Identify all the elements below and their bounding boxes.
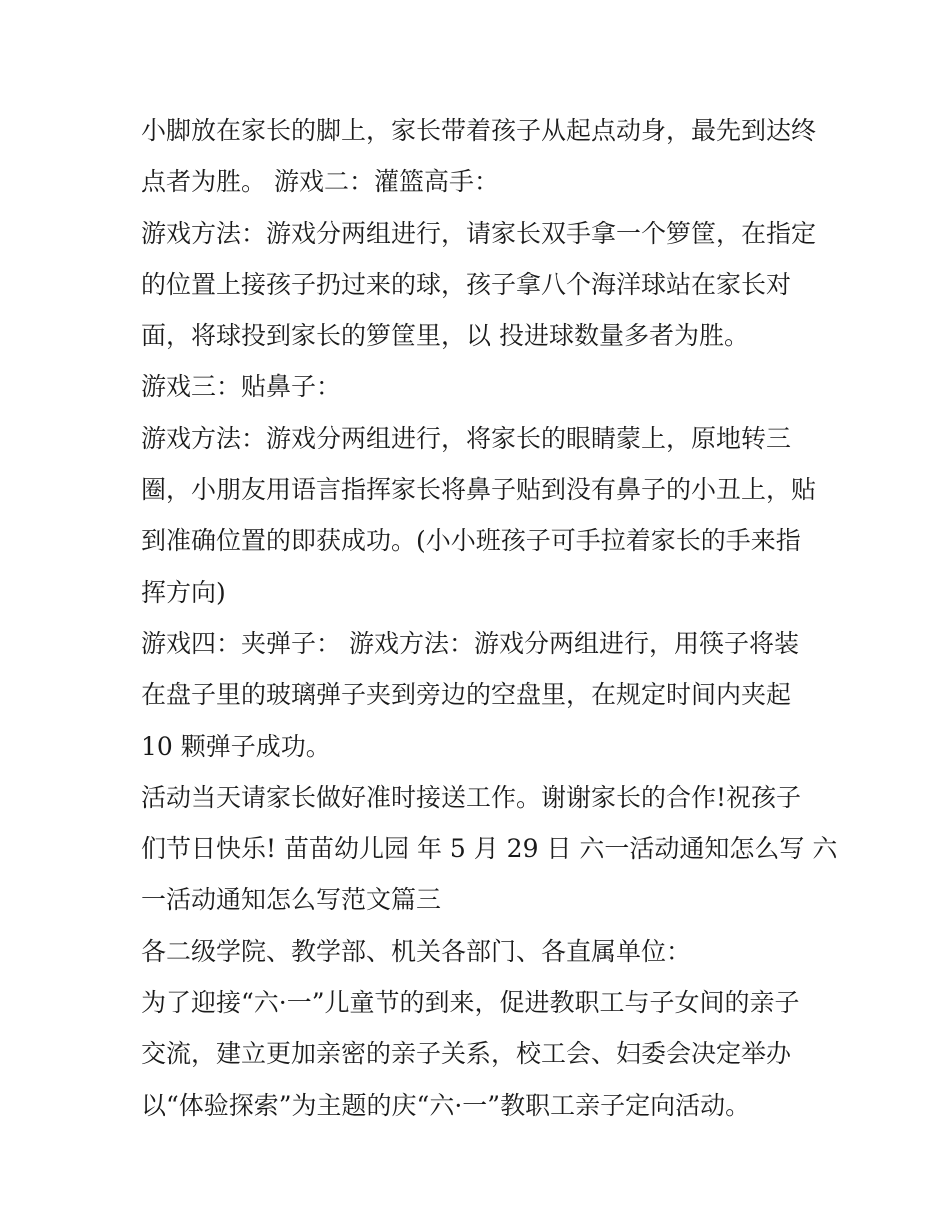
text-line: 各二级学院、教学部、机关各部门、各直属单位：: [141, 936, 692, 966]
text-line: 游戏三：贴鼻子：: [141, 372, 342, 402]
text-line: 圈，小朋友用语言指挥家长将鼻子贴到没有鼻子的小丑上，贴: [141, 475, 817, 505]
document-body: [141, 105, 838, 1131]
text-line: 为了迎接“六·一”儿童节的到来，促进教职工与子女间的亲子: [141, 988, 800, 1018]
text-line: 们节日快乐! 苗苗幼儿园 年 5 月 29 日 六一活动通知怎么写 六: [141, 834, 838, 864]
text-line: 挥方向): [141, 577, 226, 607]
text-line: 游戏方法：游戏分两组进行，请家长双手拿一个箩筐，在指定: [141, 218, 817, 248]
text-line: 游戏四：夹弹子： 游戏方法：游戏分两组进行，用筷子将装: [141, 628, 799, 658]
text-line: 游戏方法：游戏分两组进行，将家长的眼睛蒙上，原地转三: [141, 423, 792, 453]
text-line: 在盘子里的玻璃弹子夹到旁边的空盘里，在规定时间内夹起: [141, 680, 792, 710]
text-line: 到准确位置的即获成功。(小小班孩子可手拉着家长的手来指: [141, 526, 801, 556]
text-line: 面，将球投到家长的箩筐里，以 投进球数量多者为胜。: [141, 321, 749, 351]
text-line: 的位置上接孩子扔过来的球，孩子拿八个海洋球站在家长对: [141, 269, 792, 299]
text-line: 以“体验探索”为主题的庆“六·一”教职工亲子定向活动。: [141, 1090, 751, 1120]
text-line: 小脚放在家长的脚上，家长带着孩子从起点动身，最先到达终: [141, 116, 817, 145]
text-line: 点者为胜。 游戏二：灌篮高手：: [141, 167, 499, 197]
text-line: 10 颗弹子成功。: [141, 731, 331, 761]
text-line: 一活动通知怎么写范文篇三: [141, 885, 442, 915]
text-line: 活动当天请家长做好准时接送工作。谢谢家长的合作!祝孩子: [141, 782, 802, 812]
text-line: 交流，建立更加亲密的亲子关系，校工会、妇委会决定举办: [141, 1039, 792, 1069]
